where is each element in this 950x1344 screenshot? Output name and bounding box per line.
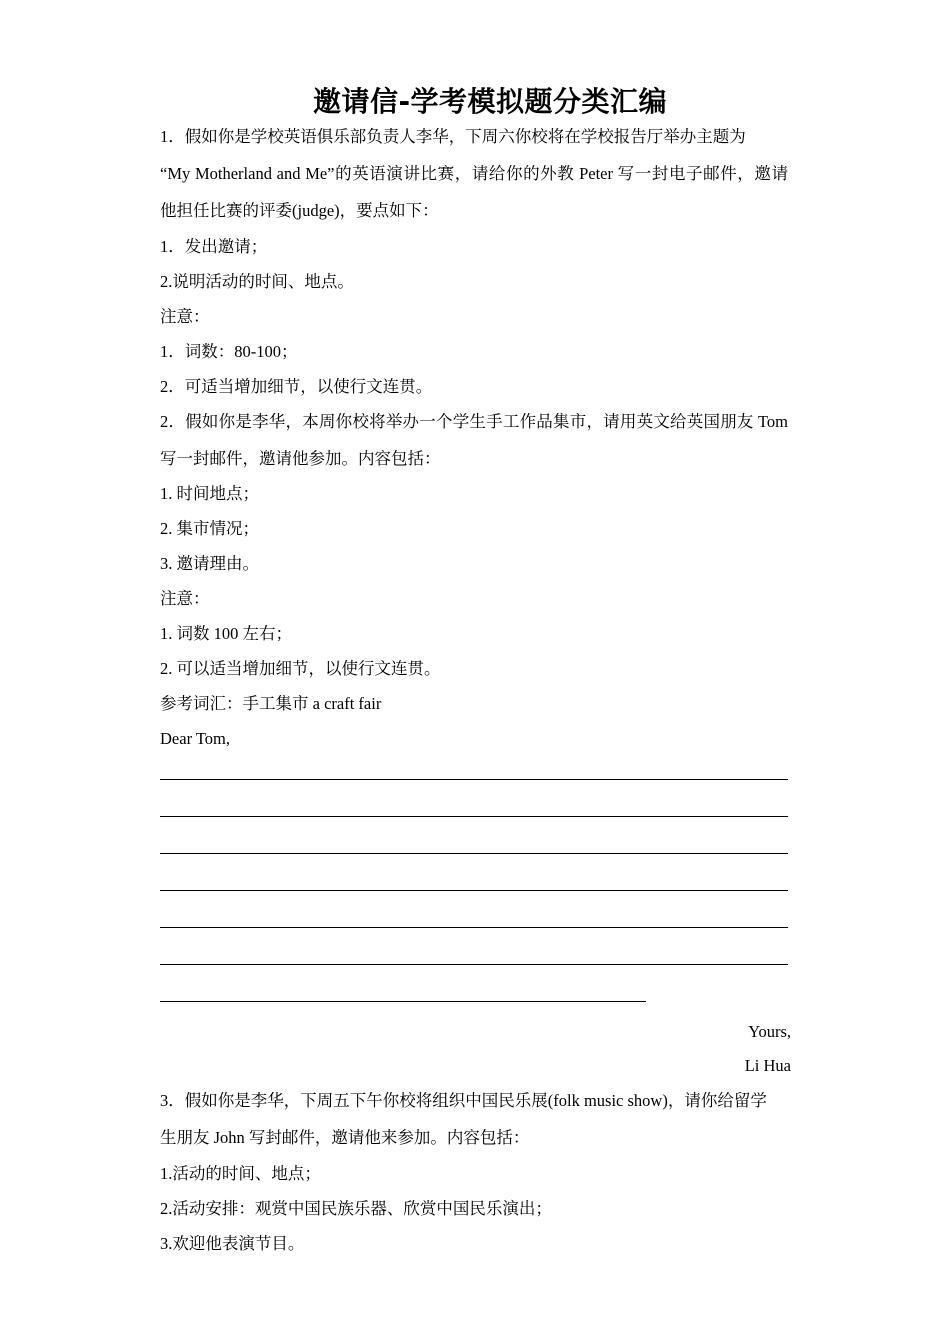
q2-note-1: 1. 词数 100 左右； [160,624,292,643]
q3-point-3: 3.欢迎他表演节目。 [160,1234,305,1253]
q1-note-2: 2．可适当增加细节，以使行文连贯。 [160,377,433,396]
answer-line [160,816,788,817]
q3-line-1: 3．假如你是李华，下周五下午你校将组织中国民乐展(folk music show)，请你给留学 [160,1091,767,1110]
page-title: 邀请信-学考模拟题分类汇编 [312,85,668,118]
q2-line-2: 写一封邮件，邀请他参加。内容包括： [160,449,441,468]
answer-line [160,853,788,854]
q1-point-1: 1．发出邀请； [160,237,268,256]
q2-note-label: 注意： [160,589,210,608]
q1-line-3: 他担任比赛的评委(judge)，要点如下： [160,201,439,220]
q2-signature: Li Hua [744,1056,791,1075]
q1-point-2: 2.说明活动的时间、地点。 [160,272,354,291]
q3-point-2: 2.活动安排：观赏中国民族乐器、欣赏中国民乐演出； [160,1199,552,1218]
q2-point-3: 3. 邀请理由。 [160,554,259,573]
q2-point-2: 2. 集市情况； [160,519,259,538]
q2-closing: Yours, [748,1022,791,1041]
q2-note-2: 2. 可以适当增加细节，以使行文连贯。 [160,659,441,678]
answer-line [160,1001,646,1002]
answer-line [160,964,788,965]
q2-point-1: 1. 时间地点； [160,484,259,503]
q1-note-1: 1．词数：80-100； [160,342,298,361]
q1-note-label: 注意： [160,307,210,326]
q2-vocab: 参考词汇：手工集市 a craft fair [160,694,382,713]
q1-line-2: “My Motherland and Me”的英语演讲比赛，请给你的外教 Peter 写一封电子邮件，邀请 [160,164,788,183]
answer-line [160,779,788,780]
q3-line-2: 生朋友 John 写封邮件，邀请他来参加。内容包括： [160,1128,530,1147]
answer-line [160,890,788,891]
q3-point-1: 1.活动的时间、地点； [160,1164,321,1183]
q2-salutation: Dear Tom, [160,729,231,748]
q2-line-1: 2．假如你是李华，本周你校将举办一个学生手工作品集市，请用英文给英国朋友 Tom [160,412,788,431]
answer-line [160,927,788,928]
q1-line-1: 1．假如你是学校英语俱乐部负责人李华，下周六你校将在学校报告厅举办主题为 [160,127,746,146]
